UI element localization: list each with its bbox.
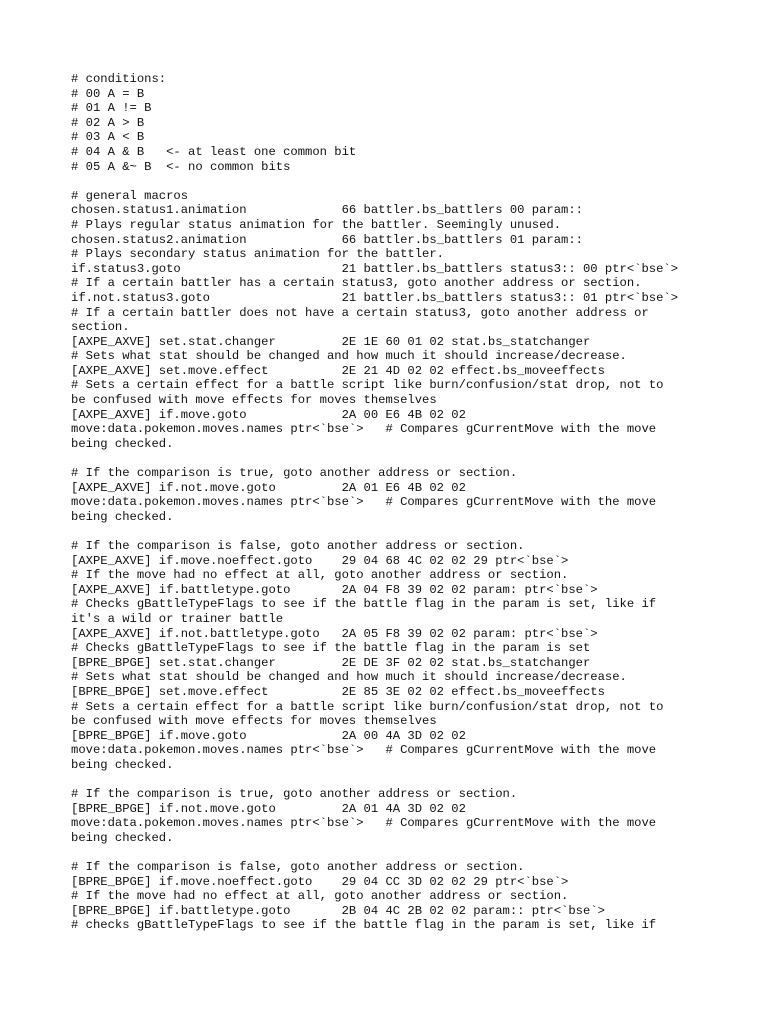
text-line: being checked. <box>71 509 174 524</box>
text-line: chosen.status1.animation 66 battler.bs_battlers 00 param:: <box>71 203 583 218</box>
text-line: # 05 A &~ B <- no common bits <box>71 159 291 174</box>
text-line: [BPRE_BPGE] if.move.noeffect.goto 29 04 CC 3D 02 02 29 ptr<`bse`> <box>71 874 569 889</box>
text-line: [AXPE_AXVE] set.stat.changer 2E 1E 60 01 02 stat.bs_statchanger <box>71 334 591 349</box>
text-line: being checked. <box>71 436 174 451</box>
text-line <box>71 773 711 788</box>
text-line: # If the comparison is true, goto another address or section. <box>71 787 518 802</box>
text-line: if.not.status3.goto 21 battler.bs_battlers status3:: 01 ptr<`bse`> <box>71 290 679 305</box>
text-line: [BPRE_BPGE] set.stat.changer 2E DE 3F 02 02 stat.bs_statchanger <box>71 655 591 670</box>
text-line: # general macros <box>71 188 189 203</box>
text-line: [BPRE_BPGE] if.move.goto 2A 00 4A 3D 02 02 <box>71 728 466 743</box>
text-line: # Sets a certain effect for a battle script like burn/confusion/stat drop, not to <box>71 699 664 714</box>
text-line: [BPRE_BPGE] if.battletype.goto 2B 04 4C 2B 02 02 param:: ptr<`bse`> <box>71 903 605 918</box>
text-line: # If the comparison is false, goto another address or section. <box>71 539 525 553</box>
text-line: # conditions: <box>71 72 167 86</box>
text-line: # Plays secondary status animation for the battler. <box>71 247 444 262</box>
text-line: # 03 A < B <box>71 130 145 145</box>
text-line: # If the move had no effect at all, goto another address or section. <box>71 889 569 904</box>
text-line: # If the move had no effect at all, goto another address or section. <box>71 568 569 583</box>
text-line: be confused with move effects for moves themselves <box>71 393 437 408</box>
text-line: # Sets what stat should be changed and how much it should increase/decrease. <box>71 670 627 685</box>
text-line: move:data.pokemon.moves.names ptr<`bse`> # Compares gCurrentMove with the move <box>71 743 657 758</box>
text-line: be confused with move effects for moves themselves <box>71 714 437 729</box>
text-line: # Sets a certain effect for a battle script like burn/confusion/stat drop, not to <box>71 378 664 393</box>
text-line: [AXPE_AXVE] if.move.goto 2A 00 E6 4B 02 02 <box>71 407 466 422</box>
text-line: # If a certain battler has a certain status3, goto another address or section. <box>71 276 642 291</box>
text-line <box>71 174 711 189</box>
text-line: move:data.pokemon.moves.names ptr<`bse`> # Compares gCurrentMove with the move <box>71 422 657 437</box>
text-line: [BPRE_BPGE] set.move.effect 2E 85 3E 02 02 effect.bs_moveeffects <box>71 684 605 699</box>
text-line: [AXPE_AXVE] if.not.move.goto 2A 01 E6 4B 02 02 <box>71 480 466 495</box>
text-line <box>71 524 711 539</box>
text-line: chosen.status2.animation 66 battler.bs_battlers 01 param:: <box>71 232 583 247</box>
text-line: section. <box>71 320 130 335</box>
text-line: # Sets what stat should be changed and how much it should increase/decrease. <box>71 349 627 364</box>
text-line: # 02 A > B <box>71 115 145 130</box>
text-line: # 00 A = B <box>71 86 145 101</box>
text-line: being checked. <box>71 830 174 845</box>
text-line <box>71 845 711 860</box>
text-line: # 04 A & B <- at least one common bit <box>71 144 357 159</box>
text-line: [BPRE_BPGE] if.not.move.goto 2A 01 4A 3D 02 02 <box>71 801 466 816</box>
text-line: it's a wild or trainer battle <box>71 611 284 626</box>
text-line: # checks gBattleTypeFlags to see if the battle flag in the param is set, like if <box>71 918 657 933</box>
text-line: if.status3.goto 21 battler.bs_battlers status3:: 00 ptr<`bse`> <box>71 261 679 276</box>
text-line: [AXPE_AXVE] set.move.effect 2E 21 4D 02 02 effect.bs_moveeffects <box>71 363 605 378</box>
text-line: # If a certain battler does not have a certain status3, goto another address or <box>71 305 649 320</box>
text-line: move:data.pokemon.moves.names ptr<`bse`> # Compares gCurrentMove with the move <box>71 816 657 831</box>
text-line: # Checks gBattleTypeFlags to see if the battle flag in the param is set <box>71 641 591 656</box>
document-text <box>71 72 711 933</box>
text-line: being checked. <box>71 757 174 772</box>
text-line <box>71 451 711 466</box>
text-line: # If the comparison is false, goto another address or section. <box>71 860 525 875</box>
text-line: # 01 A != B <box>71 101 152 116</box>
text-line: [AXPE_AXVE] if.not.battletype.goto 2A 05 F8 39 02 02 param: ptr<`bse`> <box>71 626 598 641</box>
text-line: # Checks gBattleTypeFlags to see if the battle flag in the param is set, like if <box>71 597 657 612</box>
text-line: # Plays regular status animation for the battler. Seemingly unused. <box>71 217 562 232</box>
text-line: [AXPE_AXVE] if.battletype.goto 2A 04 F8 39 02 02 param: ptr<`bse`> <box>71 582 598 597</box>
text-line: move:data.pokemon.moves.names ptr<`bse`> # Compares gCurrentMove with the move <box>71 495 657 510</box>
text-line: [AXPE_AXVE] if.move.noeffect.goto 29 04 68 4C 02 02 29 ptr<`bse`> <box>71 553 569 568</box>
text-line: # If the comparison is true, goto another address or section. <box>71 466 518 481</box>
